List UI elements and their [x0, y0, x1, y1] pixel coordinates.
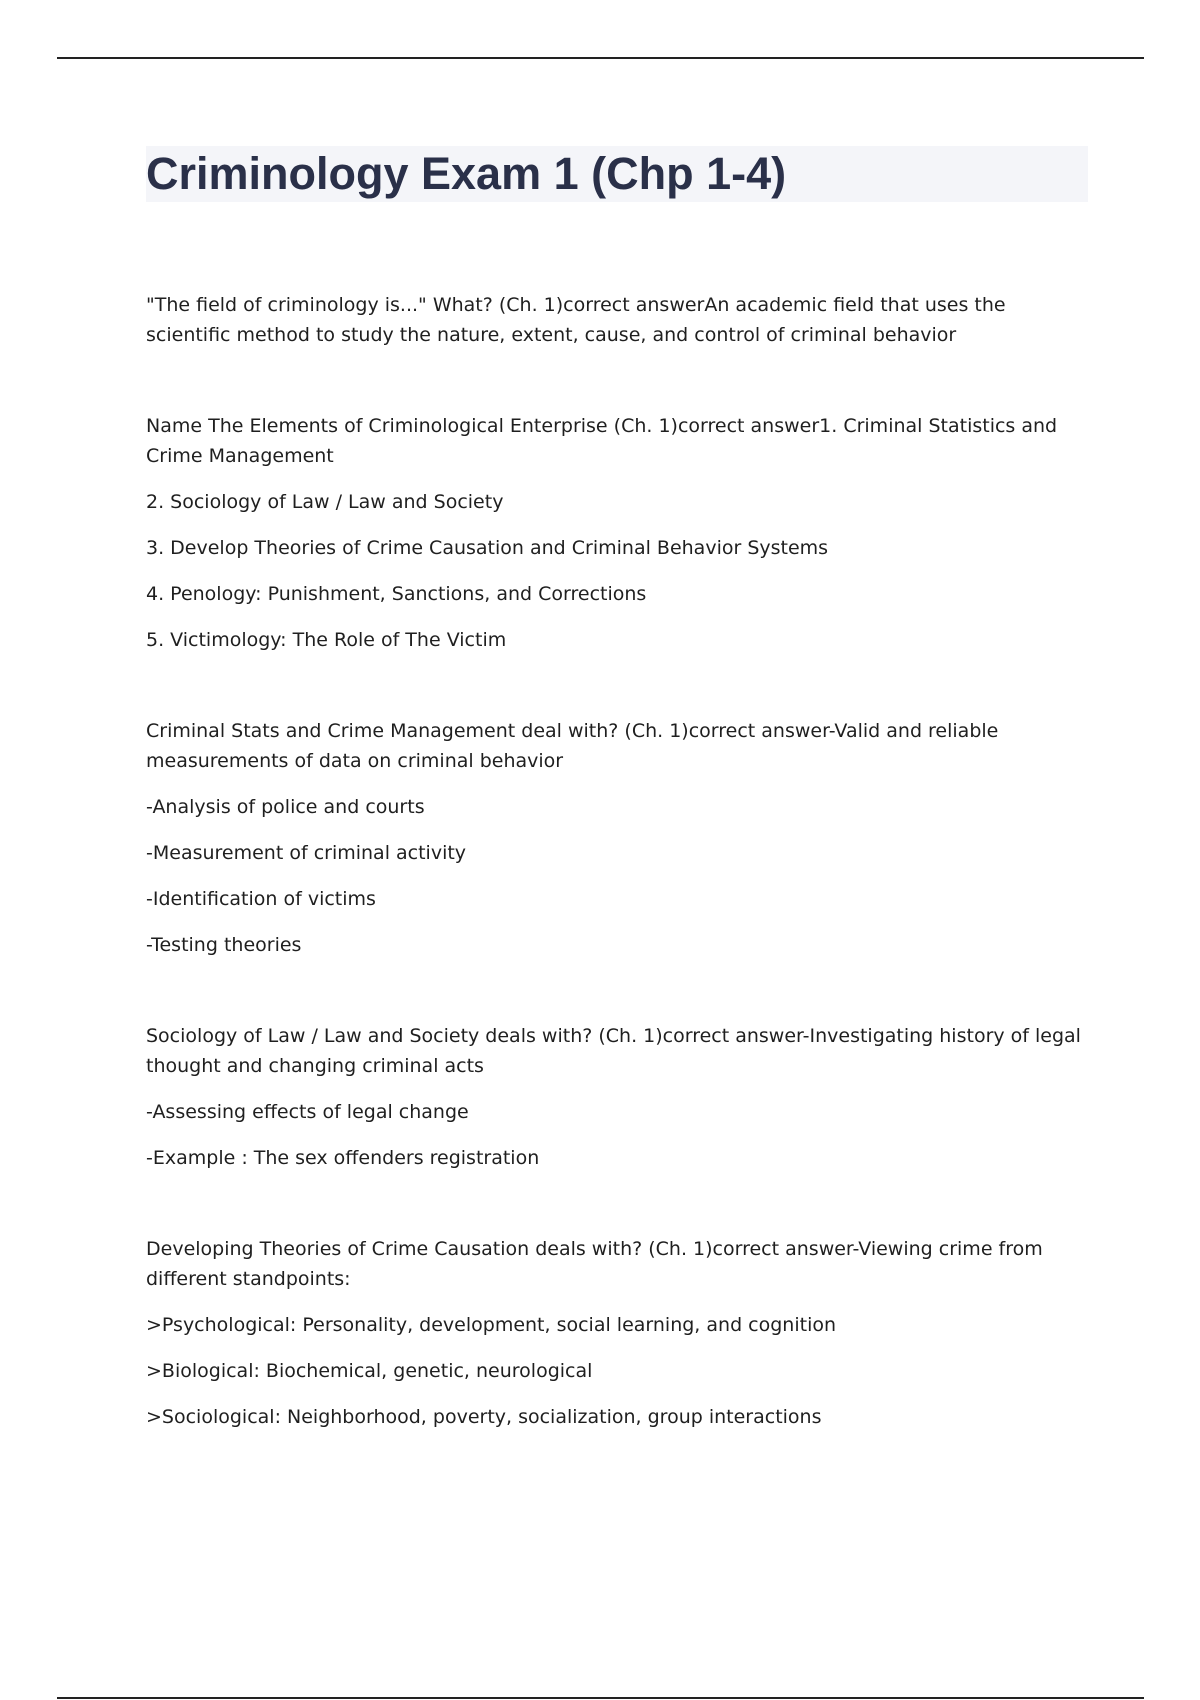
qa-question: Developing Theories of Crime Causation deals with? (Ch. 1)correct answer-Viewing crime from different standpoints:: [146, 1238, 1043, 1290]
document-body: [146, 290, 1086, 1493]
top-divider: [57, 57, 1144, 59]
qa-answer-line: >Sociological: Neighborhood, poverty, socialization, group interactions: [146, 1406, 822, 1428]
qa-item-3: [146, 716, 1086, 960]
qa-item-1: [146, 290, 1086, 350]
qa-item-5: [146, 1234, 1086, 1432]
qa-answer-line: >Psychological: Personality, development, social learning, and cognition: [146, 1314, 837, 1336]
qa-answer-line: -Identification of victims: [146, 888, 376, 910]
qa-answer-line: 4. Penology: Punishment, Sanctions, and Corrections: [146, 583, 647, 605]
page-title: Criminology Exam 1 (Chp 1-4): [146, 148, 787, 199]
qa-answer-line: 5. Victimology: The Role of The Victim: [146, 629, 507, 651]
qa-question: Name The Elements of Criminological Enterprise (Ch. 1)correct answer1. Criminal Statistics and Crime Management: [146, 415, 1058, 467]
qa-item-2: [146, 411, 1086, 655]
qa-answer-line: >Biological: Biochemical, genetic, neurological: [146, 1360, 593, 1382]
qa-answer-line: 2. Sociology of Law / Law and Society: [146, 491, 504, 513]
qa-question: "The field of criminology is..." What? (Ch. 1)correct answerAn academic field that uses the scientific method to study the nature, extent, cause, and control of criminal behavior: [146, 294, 1006, 346]
qa-item-4: [146, 1021, 1086, 1173]
qa-question: Sociology of Law / Law and Society deals with? (Ch. 1)correct answer-Investigating history of legal thought and changing criminal acts: [146, 1025, 1081, 1077]
bottom-divider: [57, 1697, 1144, 1699]
qa-question: Criminal Stats and Crime Management deal with? (Ch. 1)correct answer-Valid and reliable measurements of data on criminal behavior: [146, 720, 999, 772]
qa-answer-line: -Measurement of criminal activity: [146, 842, 467, 864]
qa-answer-line: -Testing theories: [146, 934, 302, 956]
qa-answer-line: 3. Develop Theories of Crime Causation and Criminal Behavior Systems: [146, 537, 829, 559]
qa-answer-line: -Analysis of police and courts: [146, 796, 425, 818]
qa-answer-line: -Assessing effects of legal change: [146, 1101, 469, 1123]
qa-answer-line: -Example : The sex offenders registration: [146, 1147, 540, 1169]
